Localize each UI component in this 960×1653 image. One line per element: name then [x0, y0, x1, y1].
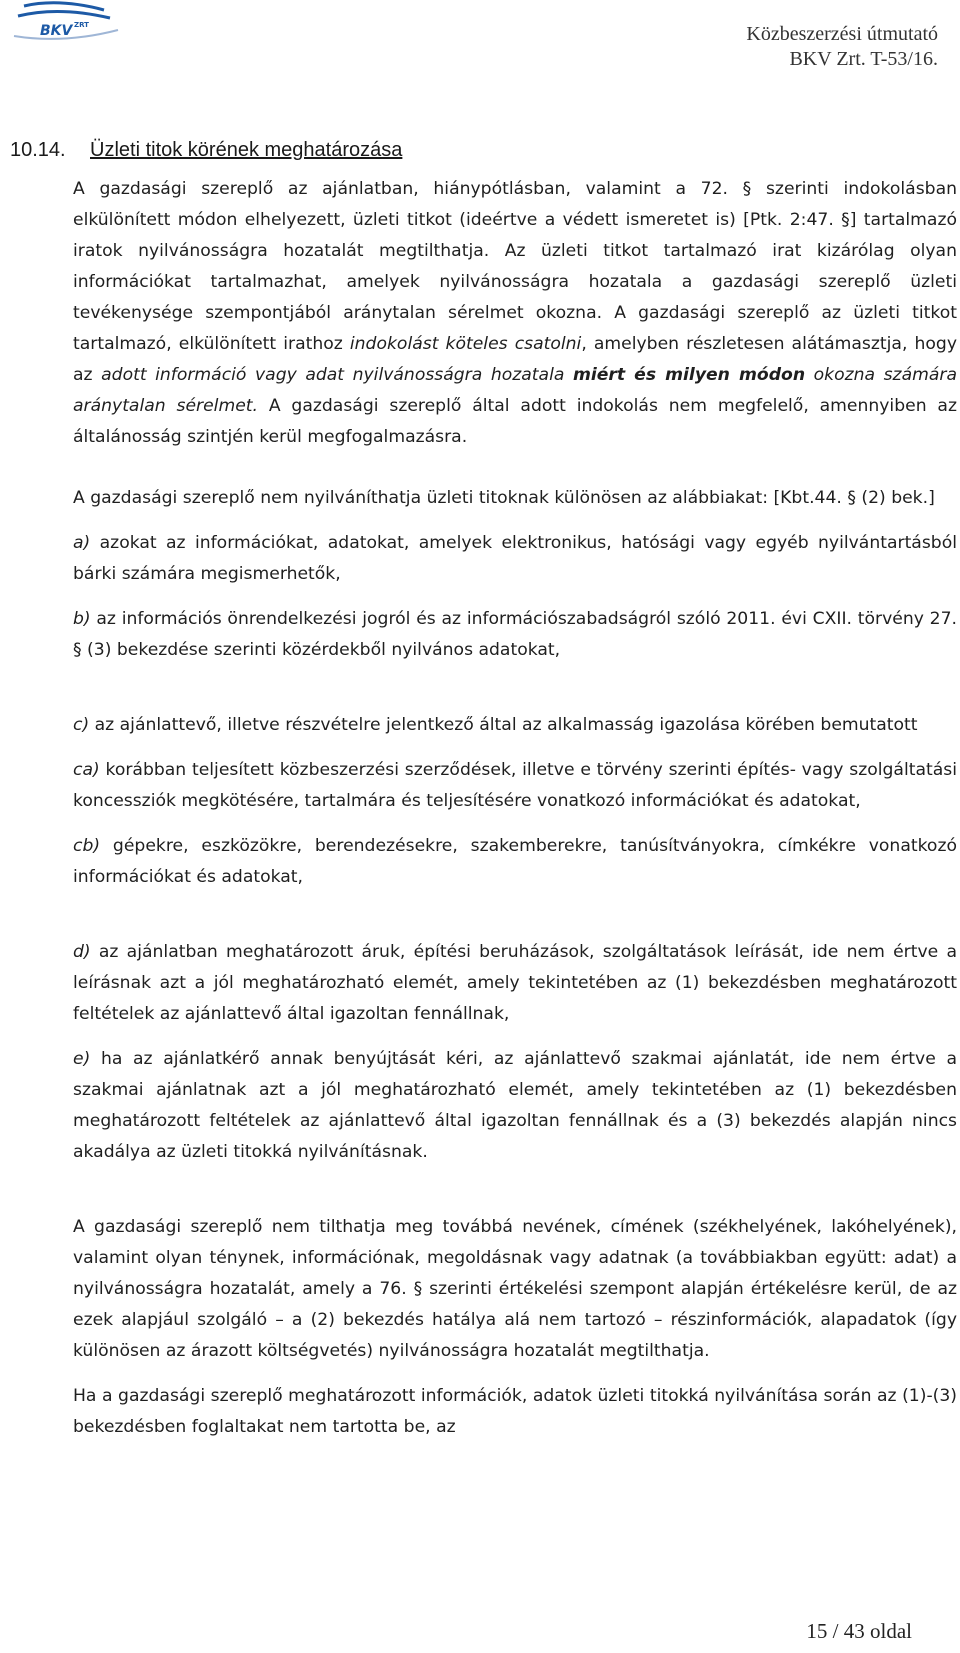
bold-italic-run: miért és milyen módon — [572, 365, 806, 385]
list-item-cb — [73, 831, 957, 893]
text-run: A gazdasági szereplő az ajánlatban, hiánypótlásban, valamint a 72. § szerinti indokolásban elkülönített módon elhelyezett, üzleti titkot (ideértve a védett ismeretet is) [Ptk. 2:47. §] tartalmazó iratok nyilvánosságra hozatalát megtilthatja. Az üzleti titkot tartalmazó irat kizárólag olyan információkat tartalmazhat, amelyek nyilvánosságra hozatala a gazdasági szereplő üzleti tevékenysége szempontjából aránytalan sérelmet okozna. A gazdasági szereplő az üzleti titkot tartalmazó, elkülönített irathoz — [73, 179, 957, 354]
list-text: az információs önrendelkezési jogról és az információszabadságról szóló 2011. évi CXII. törvény 27. § (3) bekezdése szerinti közérdekből nyilvános adatokat, — [73, 609, 957, 660]
page-number: 15 / 43 oldal — [806, 1619, 912, 1643]
page-header — [746, 22, 938, 72]
paragraph-list-intro: A gazdasági szereplő nem nyilváníthatja üzleti titoknak különösen az alábbiakat: [Kbt.44. § (2) bek.] — [73, 488, 935, 508]
italic-run: indokolást köteles csatolni — [349, 334, 582, 354]
logo-text: BKV — [40, 23, 73, 39]
list-label: cb) — [73, 836, 101, 856]
list-label: b) — [73, 609, 91, 629]
body-text — [73, 174, 957, 1457]
list-item-ca — [73, 755, 957, 817]
list-label: c) — [73, 715, 90, 735]
list-label: a) — [73, 533, 91, 553]
paragraph-continuation: Ha a gazdasági szereplő meghatározott információk, adatok üzleti titokká nyilvánítása során az (1)-(3) bekezdésben foglaltakat nem tartotta be, az — [73, 1386, 957, 1437]
list-item-b — [73, 604, 957, 666]
list-label: d) — [73, 942, 91, 962]
italic-run: okozna számára aránytalan sérelmet. — [73, 365, 957, 416]
list-text: gépekre, eszközökre, berendezésekre, szakemberekre, tanúsítványokra, címkékre vonatkozó információkat és adatokat, — [73, 836, 957, 887]
list-text: ha az ajánlatkérő annak benyújtását kéri, az ajánlattevő szakmai ajánlatát, ide nem értve a szakmai ajánlatnak azt a jól meghatározható elemét, amely tekintetében az (1) bekezdésben meghatározott feltételek az ajánlattevő által igazoltan fennállnak és a (3) bekezdés alapján nincs akadálya az üzleti titokká nyilvánításnak. — [73, 1049, 957, 1162]
document-title: Közbeszerzési útmutató — [746, 23, 938, 45]
bkv-logo — [4, 0, 126, 46]
text-run: A gazdasági szereplő által adott indokolás nem megfelelő, amennyiben az általánosság szintjén kerül megfogalmazásra. — [73, 396, 957, 447]
list-item-a — [73, 528, 957, 590]
list-label: e) — [73, 1049, 91, 1069]
section-heading — [10, 136, 910, 164]
section-title: Üzleti titok körének meghatározása — [90, 139, 403, 161]
list-text: korábban teljesített közbeszerzési szerződések, illetve e törvény szerinti építés- vagy szolgáltatási koncessziók megkötésére, tartalmára és teljesítésére vonatkozó információkat és adatokat, — [73, 760, 957, 811]
paragraph-restriction: A gazdasági szereplő nem tilthatja meg továbbá nevének, címének (székhelyének, lakóhelyének), valamint olyan ténynek, információnak, megoldásnak vagy adatnak (a továbbiakban együtt: adat) a nyilvánosságra hozatalát, amely a 76. § szerinti értékelési szempont alapján értékelésre kerül, de az ezek alapjául szolgáló – a (2) bekezdés hatálya alá nem tartozó – részinformációk, alapadatok (így különösen az árazott költségvetés) nyilvánosságra hozatalát megtilthatja. — [73, 1217, 957, 1361]
section-number: 10.14. — [10, 139, 66, 161]
list-text: az ajánlattevő, illetve részvételre jelentkező által az alkalmasság igazolása körében bemutatott — [89, 715, 918, 735]
text-run: , amelyben részletesen alátámasztja, hogy az — [73, 334, 957, 385]
list-item-e — [73, 1044, 957, 1168]
document-code: BKV Zrt. T-53/16. — [789, 48, 938, 70]
list-text: az ajánlatban meghatározott áruk, építési beruházások, szolgáltatások leírását, ide nem értve a leírásnak azt a jól meghatározható elemét, amely tekintetében az (1) bekezdésben meghatározott feltételek az ajánlattevő által igazoltan fennállnak, — [73, 942, 957, 1024]
list-item-d — [73, 937, 957, 1030]
italic-run: adott információ vagy adat nyilvánosságra hozatala — [101, 365, 573, 385]
list-item-c — [73, 710, 957, 741]
paragraph-intro — [73, 174, 957, 453]
list-label: ca) — [73, 760, 100, 780]
svg-text:ZRT: ZRT — [74, 21, 89, 29]
list-text: azokat az információkat, adatokat, amelyek elektronikus, hatósági vagy egyéb nyilvántartásból bárki számára megismerhetők, — [73, 533, 957, 584]
